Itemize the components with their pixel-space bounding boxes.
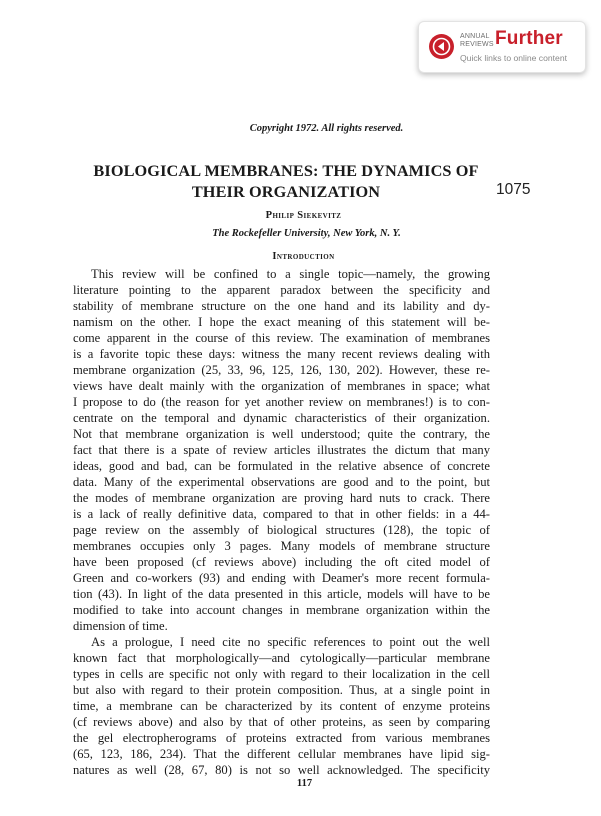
body-line: types in cells are specific not only with regard to their localization in the cell: [73, 667, 490, 681]
body-line: page review on the assembly of biological structures (128), the topic of: [73, 523, 490, 537]
body-line: views have dealt mainly with the organization of membranes in space; what: [73, 379, 490, 393]
body-line: membrane organization (25, 33, 96, 125, 126, 130, 202). However, these re-: [73, 363, 490, 377]
copyright-notice: Copyright 1972. All rights reserved.: [249, 123, 404, 134]
body-line: stability of membrane structure on the one hand and its lability and dy-: [73, 299, 490, 313]
body-line: centrate on the temporal and dynamic characteristics of their organization.: [73, 411, 490, 425]
badge-further: Further: [495, 28, 563, 49]
body-line: the modes of membrane organization are proving hard nuts to crack. There: [73, 491, 490, 505]
badge-subtitle: Quick links to online content: [460, 53, 568, 63]
body-line: ideas, good and bad, can be formulated in the relative absence of concrete: [73, 459, 490, 473]
body-line: come apparent in the course of this review. The examination of membranes: [73, 331, 490, 345]
section-heading: Introduction: [272, 251, 335, 262]
play-back-icon: [429, 34, 454, 59]
body-line: Green and co-workers (93) and ending with Deamer's more recent formula-: [73, 571, 490, 585]
body-line: data. Many of the experimental observations are good and to the point, but: [73, 475, 490, 489]
page-code: 1075: [496, 181, 531, 198]
body-line: natures as well (28, 67, 80) is not so well acknowledged. The specificity: [73, 763, 490, 777]
article-title: [84, 160, 488, 202]
body-line: fact that there is a spate of review articles illustrates the dictum that many: [73, 443, 490, 457]
body-line: Not that membrane organization is well understood; quite the contrary, the: [73, 427, 490, 441]
page-number: 117: [296, 778, 313, 789]
title-line-1: BIOLOGICAL MEMBRANES: THE DYNAMICS OF: [93, 161, 479, 180]
body-line: but also with regard to their protein composition. Thus, at a single point in: [73, 683, 490, 697]
author-affiliation: The Rockefeller University, New York, N. Y.: [212, 228, 401, 239]
author-name: Philip Siekevitz: [265, 210, 342, 221]
body-line: known fact that morphologically—and cytologically—particular membrane: [73, 651, 490, 665]
body-line: is a favorite topic these days: witness the many recent reviews dealing with: [73, 347, 490, 361]
body-line: modified to take into account changes in membrane organization within the: [73, 603, 490, 617]
badge-reviews: REVIEWS: [460, 40, 494, 48]
body-line: is a lack of really definitive data, compared to that in other fields: in a 44-: [73, 507, 490, 521]
body-line: membranes occupies only 3 pages. Many models of membrane structure: [73, 539, 490, 553]
further-links-badge[interactable]: [418, 21, 586, 73]
body-line: have been proposed (cf reviews above) including the oft cited model of: [73, 555, 490, 569]
body-line: time, a membrane can be characterized by its content of enzyme proteins: [73, 699, 490, 713]
body-line: the gel electropherograms of proteins extracted from various membranes: [73, 731, 490, 745]
badge-annual: ANNUAL: [460, 33, 490, 40]
body-line: I propose to do (the reason for yet another review on membranes!) is to con-: [73, 395, 490, 409]
body-line: (65, 123, 186, 234). That the different cellular membranes have lipid sig-: [73, 747, 490, 761]
body-line: (cf reviews above) and also by that of other proteins, as seen by comparing: [73, 715, 490, 729]
body-line: This review will be confined to a single topic—namely, the growing: [91, 267, 490, 281]
body-line: As a prologue, I need cite no specific references to point out the well: [91, 635, 490, 649]
annual-reviews-logo-text: [460, 33, 494, 48]
body-line: dimension of time.: [73, 619, 168, 633]
body-line: namism on the other. I hope the exact meaning of this statement will be-: [73, 315, 490, 329]
title-line-2: THEIR ORGANIZATION: [191, 182, 381, 201]
body-line: tion (43). In light of the data presented in this article, models will have to be: [73, 587, 490, 601]
body-line: literature pointing to the apparent paradox between the specificity and: [73, 283, 490, 297]
